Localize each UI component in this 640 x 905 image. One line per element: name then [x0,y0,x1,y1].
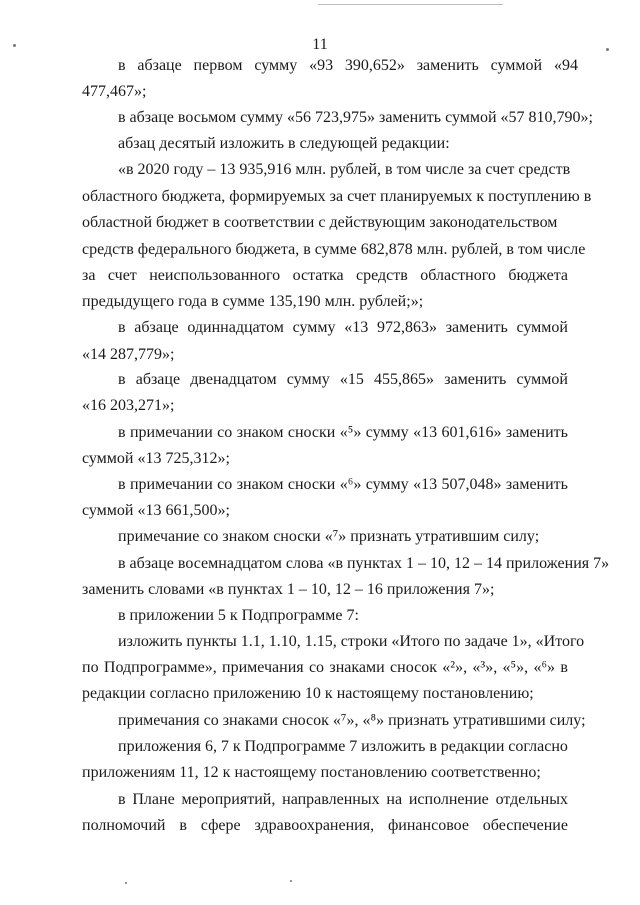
word: к [232,738,241,755]
word: примечания [222,659,304,676]
word: заменить [445,319,508,336]
word: в [118,791,126,808]
text-line: областного бюджета, формируемых за счет планируемых к поступлению в [82,188,592,205]
text-line: областной бюджет в соответствии с действующим законодательством [82,214,558,231]
text-line: изложить пункты 1.1, 1.10, 1.15, строки «Итого по задаче 1», «Итого [118,633,585,650]
word: здравоохранения, [254,817,375,834]
text-line: 477,467»; [82,83,147,100]
text-line: «16 203,271»; [82,397,175,414]
word: 972,863» [376,319,437,336]
text-line [118,737,568,757]
word: «13 [344,319,369,336]
word: примечании [129,476,213,493]
word: знаком [236,476,284,493]
word: Подпрограмме», [103,659,217,676]
word: «15 [339,371,364,388]
word: «93 [309,57,334,74]
text-line: редакции согласно приложению 10 к настоящему постановлению; [82,685,534,702]
word: в [118,57,126,74]
word: одиннадцатом [187,319,284,336]
word: в [429,738,437,755]
word: заменить [416,57,479,74]
scan-top-line [318,4,503,5]
text-line: примечания со знаками сносок «⁷», «⁸» признать утратившими силу; [118,712,586,729]
text-line: примечание со знаком сноски «⁷» признать утратившим силу; [118,528,540,545]
text-line: приложениям 11, 12 к настоящему постановлению соответственно; [82,764,541,781]
word: «³», [472,659,498,676]
page-number: 11 [312,36,328,53]
word: Плане [132,791,175,808]
word: абзаце [137,57,182,74]
word: 507,048» [441,476,502,493]
word: 7 [349,738,358,755]
word: 6, [205,738,218,755]
word: сумму [365,476,409,493]
scan-speck [290,880,292,882]
text-line [118,370,568,390]
word: суммой [490,57,543,74]
word: примечании [129,424,213,441]
word: средств [356,267,408,284]
text-line: в приложении 5 к Подпрограмме 7: [118,607,359,624]
text-line [118,423,568,443]
text-line [118,56,578,76]
word: сумму [254,57,298,74]
text-line: «в 2020 году – 13 935,916 млн. рублей, в том числе за счет средств [118,161,571,178]
scan-speck [125,882,127,884]
word: «⁶» [339,476,362,493]
word: неиспользованного [149,267,281,284]
word: со [217,424,233,441]
word: знаками [329,659,385,676]
word: «94 [553,57,578,74]
word: сноски [287,424,336,441]
word: в [118,476,126,493]
word: в [118,371,126,388]
text-line: абзац десятый изложить в следующей редакции: [118,135,450,152]
word: в [118,319,126,336]
text-line: в абзаце восьмом сумму «56 723,975» заменить суммой «57 810,790»; [118,109,593,126]
word: редакции [440,738,505,755]
word: абзаце [134,319,179,336]
word: отдельных [495,791,568,808]
word: областного [420,267,496,284]
word: направленных [282,791,380,808]
word: «²», [442,659,468,676]
word: в [560,659,568,676]
word: сумму [286,371,330,388]
word: исполнение [408,791,489,808]
word: по [82,659,99,676]
word: счет [107,267,137,284]
word: «13 [413,476,438,493]
word: заменить [505,476,568,493]
word: в [179,817,187,834]
word: 455,865» [374,371,435,388]
word: «⁵» [339,424,362,441]
text-line [118,475,568,495]
word: изложить [361,738,426,755]
word: 7 [220,738,229,755]
text-line [118,318,568,338]
word: со [217,476,233,493]
word: обеспечение [482,817,568,834]
word: заменить [505,424,568,441]
word: абзаце [135,371,181,388]
word: сфере [200,817,241,834]
word: полномочий [82,817,166,834]
word: мероприятий, [181,791,276,808]
word: первом [193,57,243,74]
word: «⁶» [533,659,556,676]
word: 390,652» [344,57,405,74]
word: сумму [292,319,336,336]
text-line: средств федерального бюджета, в сумме 682,878 млн. рублей, в том числе [82,241,586,258]
word: 601,616» [441,424,502,441]
text-line: в абзаце восемнадцатом слова «в пунктах 1 – 10, 12 – 14 приложения 7» [118,555,610,572]
word: сносок [390,659,437,676]
text-line: «14 287,779»; [82,346,175,363]
text-line [82,816,568,836]
word: со [308,659,325,676]
word: сумму [365,424,409,441]
word: заменить [444,371,507,388]
word: финансовое [387,817,469,834]
word: бюджета [508,267,568,284]
text-line [118,790,568,810]
word: суммой [516,371,568,388]
word: суммой [516,319,568,336]
word: «⁵», [502,659,529,676]
text-line [82,658,568,678]
word: Подпрограмме [244,738,346,755]
word: остатка [292,267,344,284]
word: за [82,267,96,284]
text-line: суммой «13 725,312»; [82,450,230,467]
word: сноски [287,476,336,493]
word: в [118,424,126,441]
text-line [82,266,568,286]
text-line: предыдущего года в сумме 135,190 млн. рублей;»; [82,293,424,310]
text-line: заменить словами «в пунктах 1 – 10, 12 – 16 приложения 7»; [82,581,495,598]
text-line: суммой «13 661,500»; [82,502,230,519]
word: двенадцатом [190,371,277,388]
word: «13 [413,424,438,441]
word: знаком [236,424,284,441]
word: приложения [118,738,202,755]
word: на [386,791,403,808]
word: согласно [508,738,568,755]
